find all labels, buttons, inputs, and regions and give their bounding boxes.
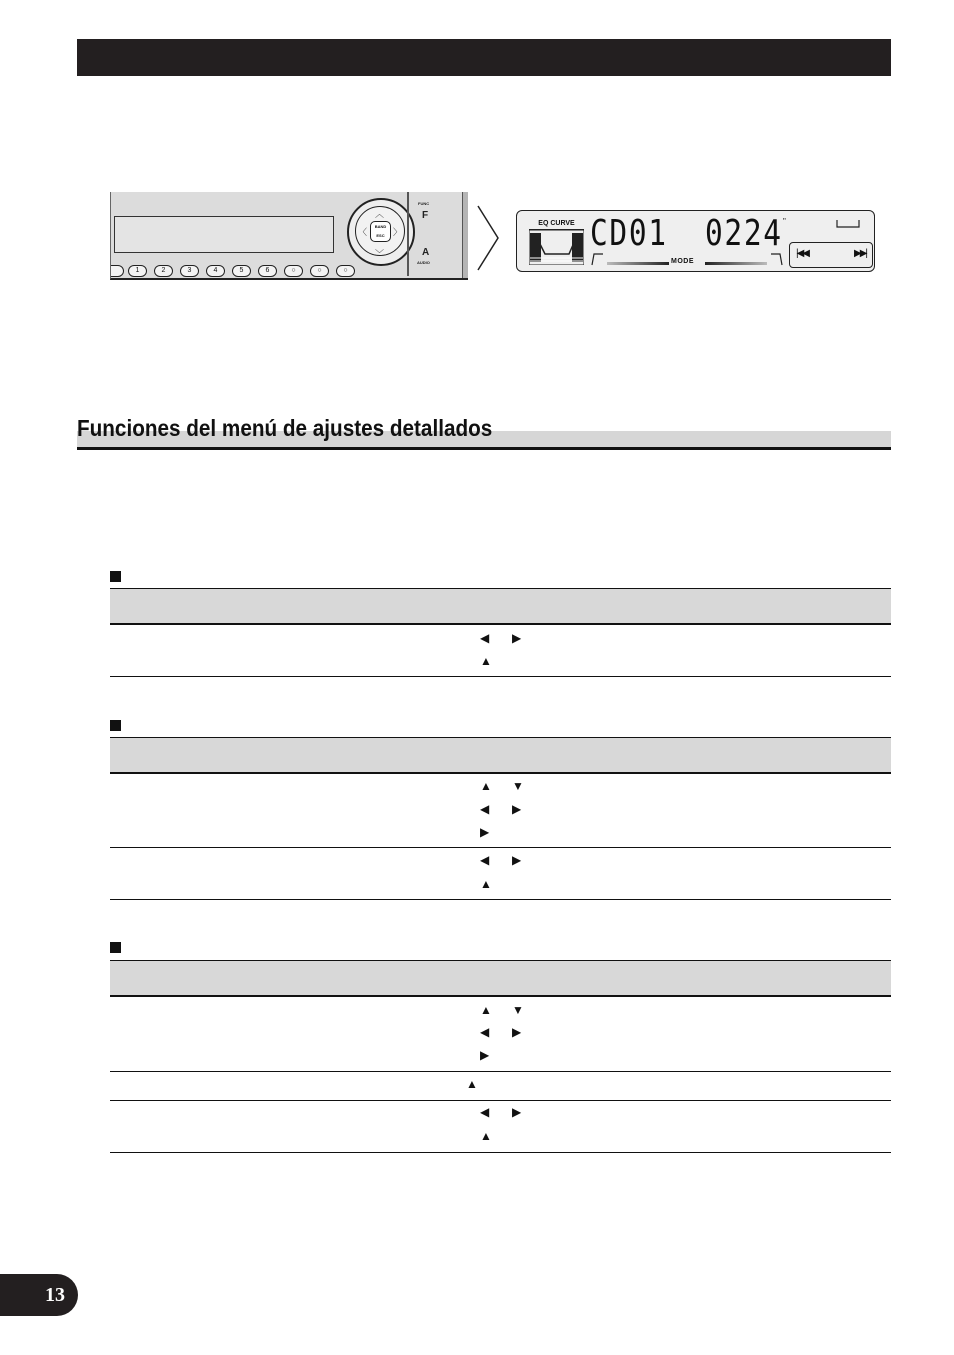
time-readout: 0224 <box>705 213 783 254</box>
right-triangle-icon: ▶ <box>480 825 490 839</box>
table-3-row-rule <box>110 1100 891 1101</box>
table-1-header <box>110 588 891 625</box>
preset-button-partial <box>110 265 124 277</box>
preset-button-5: 5 <box>232 265 251 277</box>
up-triangle-icon: ▲ <box>480 877 492 891</box>
chevron-right-icon <box>477 205 499 271</box>
eq-curve-indicator <box>529 219 584 265</box>
mode-bracket-right-icon <box>769 253 783 267</box>
section-title: Funciones del menú de ajustes detallados <box>77 415 493 441</box>
left-triangle-icon: ◀ <box>480 853 490 867</box>
down-triangle-icon: ▼ <box>512 779 524 793</box>
bullet-square-icon <box>110 942 121 953</box>
preset-button-2: 2 <box>154 265 173 277</box>
up-triangle-icon: ▲ <box>480 1129 492 1143</box>
page-number: 13 <box>45 1284 65 1306</box>
up-triangle-icon: ▲ <box>466 1077 478 1091</box>
right-triangle-icon: ▶ <box>512 631 522 645</box>
table-2-bottom-rule <box>110 899 891 900</box>
preset-button-6: 6 <box>258 265 277 277</box>
function-side-panel <box>407 192 465 276</box>
unit-lcd-window <box>114 216 334 253</box>
left-triangle-icon: ◀ <box>480 802 490 816</box>
up-arrow-icon: ︿ <box>375 209 385 219</box>
panel-edge <box>462 192 468 278</box>
f-label: F <box>422 210 429 221</box>
down-arrow-icon: ﹀ <box>375 249 385 259</box>
track-skip-indicator <box>789 242 873 268</box>
display-illustration <box>516 210 875 272</box>
eq-curve-label: EQ CURVE <box>529 219 584 230</box>
mode-bar-right <box>705 262 767 265</box>
mode-bracket-left-icon <box>591 253 605 267</box>
band-esc-button: BAND ESC <box>370 221 391 242</box>
section-heading-rule <box>77 447 891 450</box>
preset-button-blank-2: ○ <box>310 265 329 277</box>
right-triangle-icon: ▶ <box>512 802 522 816</box>
preset-button-blank-1: ○ <box>284 265 303 277</box>
preset-button-4: 4 <box>206 265 225 277</box>
func-label: FUNC <box>418 201 430 206</box>
left-triangle-icon: ◀ <box>480 1105 490 1119</box>
disc-slot-icon <box>836 219 860 229</box>
bullet-square-icon <box>110 720 121 731</box>
right-triangle-icon: ▶ <box>480 1048 490 1062</box>
a-label: A <box>422 247 430 258</box>
table-2-row-rule <box>110 847 891 848</box>
right-triangle-icon: ▶ <box>512 1105 522 1119</box>
previous-track-icon: |◀◀ <box>796 248 808 259</box>
seconds-mark: " <box>783 217 786 226</box>
table-2-header <box>110 737 891 774</box>
header-bar <box>77 39 891 76</box>
table-3-row-rule <box>110 1071 891 1072</box>
up-triangle-icon: ▲ <box>480 1003 492 1017</box>
table-3-bottom-rule <box>110 1152 891 1153</box>
eq-graph-icon <box>529 230 584 265</box>
right-triangle-icon: ▶ <box>512 853 522 867</box>
left-triangle-icon: ◀ <box>480 1025 490 1039</box>
preset-button-1: 1 <box>128 265 147 277</box>
mode-label: MODE <box>671 258 694 265</box>
up-triangle-icon: ▲ <box>480 779 492 793</box>
page-number-tab <box>0 1274 78 1316</box>
table-1-bottom-rule <box>110 676 891 677</box>
preset-button-3: 3 <box>180 265 199 277</box>
audio-label: AUDIO <box>417 260 430 265</box>
down-triangle-icon: ▼ <box>512 1003 524 1017</box>
source-readout: CD01 <box>590 213 668 254</box>
right-triangle-icon: ▶ <box>512 1025 522 1039</box>
table-3-header <box>110 960 891 997</box>
up-triangle-icon: ▲ <box>480 654 492 668</box>
preset-button-blank-3: ○ <box>336 265 355 277</box>
head-unit-illustration <box>110 192 468 280</box>
right-arrow-icon: 〉 <box>393 227 403 237</box>
left-arrow-icon: 〈 <box>358 227 368 237</box>
mode-bar-left <box>607 262 669 265</box>
left-triangle-icon: ◀ <box>480 631 490 645</box>
next-track-icon: ▶▶| <box>854 248 866 259</box>
bullet-square-icon <box>110 571 121 582</box>
